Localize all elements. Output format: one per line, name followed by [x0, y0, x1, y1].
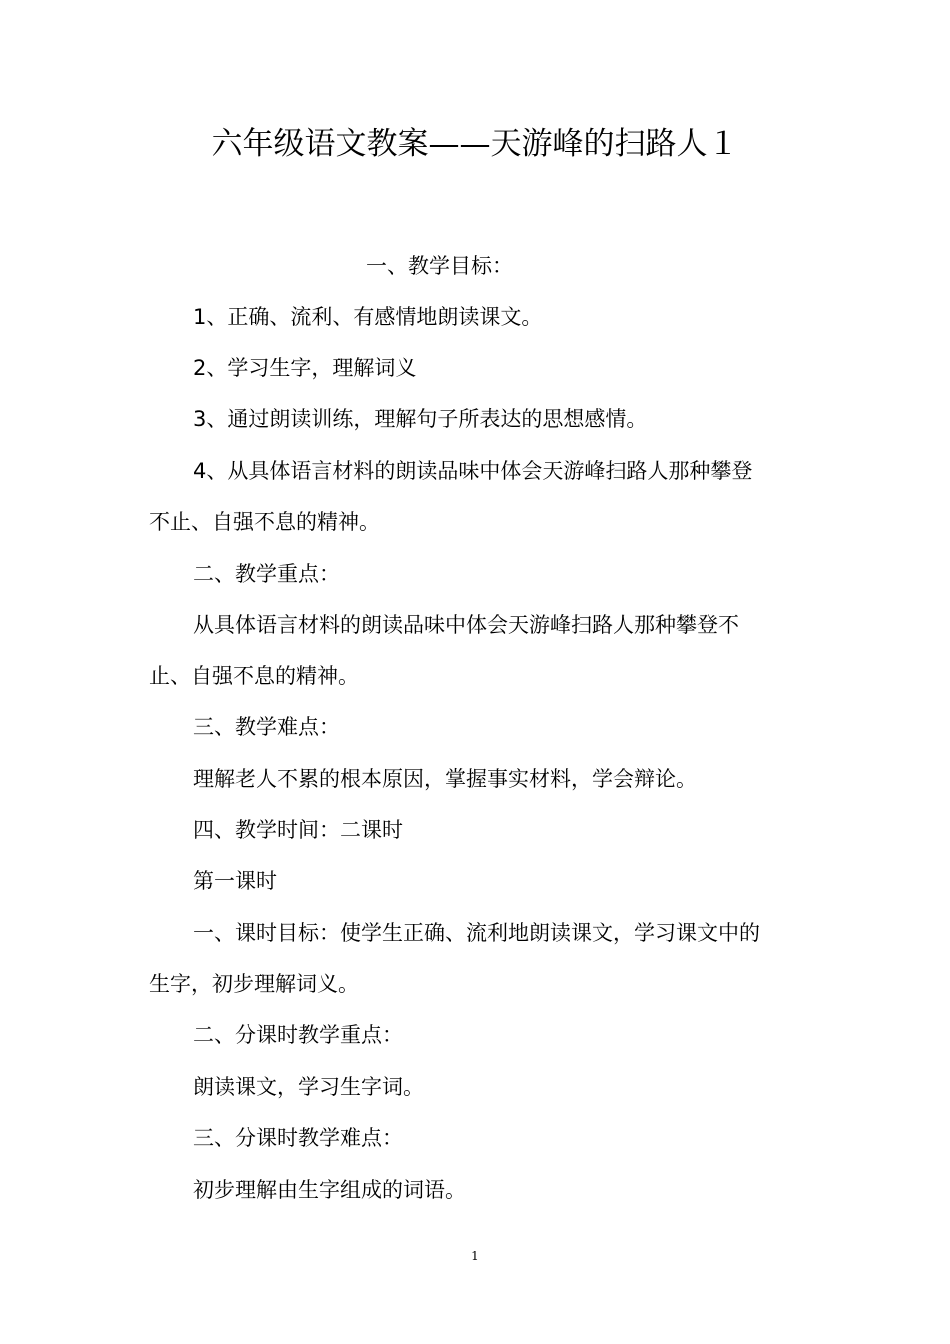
paragraph-line: 从具体语言材料的朗读品味中体会天游峰扫路人那种攀登不 — [193, 613, 739, 637]
paragraph-line: 止、自强不息的精神。 — [149, 664, 359, 688]
paragraph-line: 理解老人不累的根本原因，掌握事实材料，学会辩论。 — [193, 767, 697, 791]
section-heading-key-points: 二、教学重点： — [193, 562, 340, 586]
paragraph-line: 一、课时目标：使学生正确、流利地朗读课文，学习课文中的 — [193, 921, 760, 945]
page-number: 1 — [471, 1249, 479, 1263]
section-heading-difficulties: 三、教学难点： — [193, 715, 340, 739]
paragraph-line: 生字，初步理解词义。 — [149, 972, 359, 996]
paragraph-line: 朗读课文，学习生字词。 — [193, 1075, 424, 1099]
section-heading-first-lesson: 第一课时 — [193, 869, 277, 893]
section-heading-lesson-key-points: 二、分课时教学重点： — [193, 1023, 403, 1047]
section-heading-teaching-goals: 一、教学目标： — [366, 254, 513, 278]
paragraph-line: 4、从具体语言材料的朗读品味中体会天游峰扫路人那种攀登 — [193, 459, 753, 483]
paragraph-line: 2、学习生字，理解词义 — [193, 356, 417, 380]
section-heading-teaching-time: 四、教学时间：二课时 — [193, 818, 403, 842]
section-heading-lesson-difficulties: 三、分课时教学难点： — [193, 1126, 403, 1150]
paragraph-line: 3、通过朗读训练，理解句子所表达的思想感情。 — [193, 407, 648, 431]
document-title: 六年级语文教案——天游峰的扫路人１ — [211, 126, 739, 162]
paragraph-line: 1、正确、流利、有感情地朗读课文。 — [193, 305, 543, 329]
paragraph-line: 不止、自强不息的精神。 — [149, 510, 380, 534]
paragraph-line: 初步理解由生字组成的词语。 — [193, 1178, 466, 1202]
